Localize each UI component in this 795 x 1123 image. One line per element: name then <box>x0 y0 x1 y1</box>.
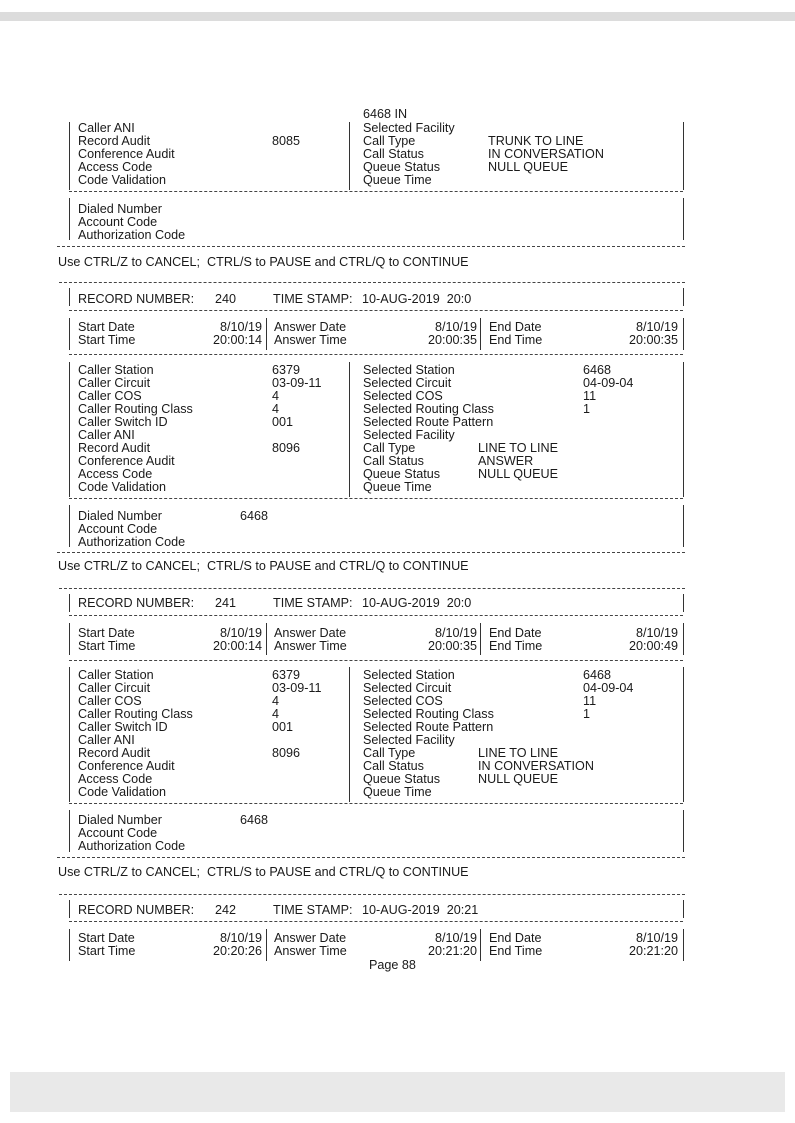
start-date-label: Start Date <box>78 626 135 640</box>
caller-switch-id-value: 001 <box>272 415 294 429</box>
dialed-number-value: 6468 <box>240 813 269 827</box>
access-code-label: Access Code <box>78 772 153 786</box>
code-validation-label: Code Validation <box>78 785 166 799</box>
dialed-number-label: Dialed Number <box>78 202 162 216</box>
divider <box>69 615 683 616</box>
end-date-value: 8/10/19 <box>635 931 678 945</box>
column-divider <box>349 122 350 190</box>
queue-status-value: NULL QUEUE <box>478 467 559 481</box>
call-status-value: ANSWER <box>478 454 534 468</box>
authorization-code-label: Authorization Code <box>78 535 186 549</box>
call-status-label: Call Status <box>363 454 424 468</box>
end-time-label: End Time <box>489 333 543 347</box>
queue-time-label: Queue Time <box>363 480 432 494</box>
selected-cos-label: Selected COS <box>363 694 443 708</box>
account-code-label: Account Code <box>78 826 158 840</box>
queue-time-label: Queue Time <box>363 785 432 799</box>
record-number-value: 242 <box>215 903 237 917</box>
right-border <box>683 929 684 961</box>
selected-routing-class-label: Selected Routing Class <box>363 707 494 721</box>
caller-switch-id-value: 001 <box>272 720 294 734</box>
end-time-value: 20:21:20 <box>628 944 678 958</box>
scan-edge-bottom <box>10 1072 785 1112</box>
start-date-label: Start Date <box>78 320 135 334</box>
selected-station-label: Selected Station <box>363 363 455 377</box>
caller-station-value: 6379 <box>272 363 301 377</box>
end-time-value: 20:00:35 <box>628 333 678 347</box>
right-border <box>683 667 684 802</box>
caller-circuit-label: Caller Circuit <box>78 681 151 695</box>
right-border <box>683 362 684 497</box>
divider <box>57 552 685 553</box>
selected-routing-class-value: 1 <box>583 707 591 721</box>
end-time-value: 20:00:49 <box>628 639 678 653</box>
right-border <box>683 594 684 612</box>
caller-switch-id-label: Caller Switch ID <box>78 720 168 734</box>
caller-routing-class-label: Caller Routing Class <box>78 707 193 721</box>
record-number-label: RECORD NUMBER: <box>78 292 195 306</box>
conference-audit-label: Conference Audit <box>78 454 175 468</box>
start-time-value: 20:20:26 <box>212 944 262 958</box>
selected-station-value: 6468 <box>583 668 612 682</box>
right-border <box>683 623 684 655</box>
record-number-label: RECORD NUMBER: <box>78 596 195 610</box>
answer-time-label: Answer Time <box>274 639 347 653</box>
selected-facility-label: Selected Facility <box>363 428 455 442</box>
end-date-value: 8/10/19 <box>635 626 678 640</box>
caller-ani-label: Caller ANI <box>78 733 135 747</box>
left-border <box>69 594 70 612</box>
record-audit-label: Record Audit <box>78 134 151 148</box>
divider <box>57 857 685 858</box>
selected-circuit-label: Selected Circuit <box>363 681 452 695</box>
record-number-value: 241 <box>215 596 237 610</box>
dialed-number-value: 6468 <box>240 509 269 523</box>
selected-circuit-value: 04-09-04 <box>583 376 634 390</box>
left-border <box>69 667 70 802</box>
right-border <box>683 505 684 547</box>
selected-station-value: 6468 <box>583 363 612 377</box>
caller-switch-id-label: Caller Switch ID <box>78 415 168 429</box>
divider <box>69 660 683 661</box>
dialed-number-label: Dialed Number <box>78 509 162 523</box>
call-status-label: Call Status <box>363 759 424 773</box>
terminal-prompt: Use CTRL/Z to CANCEL; CTRL/S to PAUSE and CTRL/Q to CONTINUE <box>58 255 469 269</box>
left-border <box>69 900 70 918</box>
page-number: Page 88 <box>369 958 416 972</box>
column-divider <box>480 623 481 655</box>
caller-circuit-label: Caller Circuit <box>78 376 151 390</box>
divider <box>59 282 685 283</box>
call-type-label: Call Type <box>363 441 416 455</box>
code-validation-label: Code Validation <box>78 173 166 187</box>
call-type-value: LINE TO LINE <box>478 746 559 760</box>
divider <box>69 498 683 499</box>
queue-status-label: Queue Status <box>363 467 441 481</box>
time-stamp-label: TIME STAMP: <box>273 292 353 306</box>
left-border <box>69 505 70 547</box>
start-date-value: 8/10/19 <box>219 320 262 334</box>
left-border <box>69 929 70 961</box>
terminal-prompt: Use CTRL/Z to CANCEL; CTRL/S to PAUSE and CTRL/Q to CONTINUE <box>58 559 469 573</box>
right-border <box>683 122 684 190</box>
answer-date-value: 8/10/19 <box>434 626 477 640</box>
selected-routing-class-label: Selected Routing Class <box>363 402 494 416</box>
start-date-value: 8/10/19 <box>219 931 262 945</box>
selected-cos-label: Selected COS <box>363 389 443 403</box>
answer-date-label: Answer Date <box>274 626 347 640</box>
selected-route-pattern-label: Selected Route Pattern <box>363 415 494 429</box>
column-divider <box>266 318 267 350</box>
queue-status-label: Queue Status <box>363 160 441 174</box>
caller-cos-value: 4 <box>272 389 280 403</box>
time-stamp-label: TIME STAMP: <box>273 903 353 917</box>
right-border <box>683 900 684 918</box>
caller-circuit-value: 03-09-11 <box>272 376 322 390</box>
end-time-label: End Time <box>489 639 543 653</box>
divider <box>69 310 683 311</box>
column-divider <box>480 318 481 350</box>
answer-time-label: Answer Time <box>274 333 347 347</box>
record-audit-label: Record Audit <box>78 441 151 455</box>
conference-audit-label: Conference Audit <box>78 147 175 161</box>
scan-edge-top <box>0 12 795 21</box>
right-border <box>683 810 684 852</box>
left-border <box>69 810 70 852</box>
caller-station-value: 6379 <box>272 668 301 682</box>
selected-route-pattern-label: Selected Route Pattern <box>363 720 494 734</box>
column-divider <box>349 667 350 802</box>
conference-audit-label: Conference Audit <box>78 759 175 773</box>
authorization-code-label: Authorization Code <box>78 228 186 242</box>
record-number-value: 240 <box>215 292 237 306</box>
start-time-value: 20:00:14 <box>212 639 262 653</box>
call-type-label: Call Type <box>363 746 416 760</box>
queue-status-value: NULL QUEUE <box>478 772 559 786</box>
time-stamp-value: 10-AUG-2019 20:0 <box>362 292 472 306</box>
time-stamp-value: 10-AUG-2019 20:0 <box>362 596 472 610</box>
caller-ani-label: Caller ANI <box>78 428 135 442</box>
divider <box>69 803 683 804</box>
dialed-number-label: Dialed Number <box>78 813 162 827</box>
end-date-value: 8/10/19 <box>635 320 678 334</box>
access-code-label: Access Code <box>78 160 153 174</box>
start-time-value: 20:00:14 <box>212 333 262 347</box>
call-status-label: Call Status <box>363 147 424 161</box>
end-date-label: End Date <box>489 931 542 945</box>
column-divider <box>349 362 350 497</box>
account-code-label: Account Code <box>78 522 158 536</box>
left-border <box>69 318 70 350</box>
right-border <box>683 288 684 306</box>
caller-cos-label: Caller COS <box>78 694 142 708</box>
call-type-label: Call Type <box>363 134 416 148</box>
selected-circuit-value: 04-09-04 <box>583 681 634 695</box>
divider <box>59 894 685 895</box>
start-time-label: Start Time <box>78 944 136 958</box>
record-audit-label: Record Audit <box>78 746 151 760</box>
left-border <box>69 623 70 655</box>
end-date-label: End Date <box>489 626 542 640</box>
answer-date-label: Answer Date <box>274 931 347 945</box>
caller-station-label: Caller Station <box>78 668 154 682</box>
call-status-value: IN CONVERSATION <box>488 147 604 161</box>
divider <box>69 191 683 192</box>
end-date-label: End Date <box>489 320 542 334</box>
selected-cos-value: 11 <box>583 694 597 708</box>
call-type-value: TRUNK TO LINE <box>488 134 584 148</box>
record-number-label: RECORD NUMBER: <box>78 903 195 917</box>
column-divider <box>266 929 267 961</box>
selected-facility-label: Selected Facility <box>363 121 455 135</box>
start-time-label: Start Time <box>78 333 136 347</box>
call-status-value: IN CONVERSATION <box>478 759 594 773</box>
time-stamp-label: TIME STAMP: <box>273 596 353 610</box>
start-time-label: Start Time <box>78 639 136 653</box>
record-audit-value: 8096 <box>272 746 301 760</box>
call-type-value: LINE TO LINE <box>478 441 559 455</box>
queue-status-value: NULL QUEUE <box>488 160 569 174</box>
caller-cos-value: 4 <box>272 694 280 708</box>
facility-continuation: 6468 IN <box>363 107 408 121</box>
end-time-label: End Time <box>489 944 543 958</box>
caller-routing-class-label: Caller Routing Class <box>78 402 193 416</box>
selected-routing-class-value: 1 <box>583 402 591 416</box>
left-border <box>69 122 70 190</box>
start-date-label: Start Date <box>78 931 135 945</box>
divider <box>69 354 683 355</box>
answer-date-value: 8/10/19 <box>434 931 477 945</box>
caller-cos-label: Caller COS <box>78 389 142 403</box>
selected-circuit-label: Selected Circuit <box>363 376 452 390</box>
answer-date-label: Answer Date <box>274 320 347 334</box>
code-validation-label: Code Validation <box>78 480 166 494</box>
answer-time-value: 20:00:35 <box>427 333 477 347</box>
answer-time-label: Answer Time <box>274 944 347 958</box>
selected-station-label: Selected Station <box>363 668 455 682</box>
divider <box>59 588 685 589</box>
queue-status-label: Queue Status <box>363 772 441 786</box>
caller-ani-label: Caller ANI <box>78 121 135 135</box>
selected-facility-label: Selected Facility <box>363 733 455 747</box>
terminal-prompt: Use CTRL/Z to CANCEL; CTRL/S to PAUSE and CTRL/Q to CONTINUE <box>58 865 469 879</box>
caller-routing-class-value: 4 <box>272 707 280 721</box>
authorization-code-label: Authorization Code <box>78 839 186 853</box>
caller-circuit-value: 03-09-11 <box>272 681 322 695</box>
left-border <box>69 362 70 497</box>
divider <box>57 246 685 247</box>
queue-time-label: Queue Time <box>363 173 432 187</box>
left-border <box>69 288 70 306</box>
left-border <box>69 198 70 240</box>
answer-time-value: 20:00:35 <box>427 639 477 653</box>
start-date-value: 8/10/19 <box>219 626 262 640</box>
column-divider <box>480 929 481 961</box>
column-divider <box>266 623 267 655</box>
selected-cos-value: 11 <box>583 389 597 403</box>
right-border <box>683 318 684 350</box>
caller-routing-class-value: 4 <box>272 402 280 416</box>
divider <box>69 921 683 922</box>
record-audit-value: 8085 <box>272 134 301 148</box>
answer-time-value: 20:21:20 <box>427 944 477 958</box>
access-code-label: Access Code <box>78 467 153 481</box>
answer-date-value: 8/10/19 <box>434 320 477 334</box>
account-code-label: Account Code <box>78 215 158 229</box>
record-audit-value: 8096 <box>272 441 301 455</box>
caller-station-label: Caller Station <box>78 363 154 377</box>
right-border <box>683 198 684 240</box>
time-stamp-value: 10-AUG-2019 20:21 <box>362 903 479 917</box>
